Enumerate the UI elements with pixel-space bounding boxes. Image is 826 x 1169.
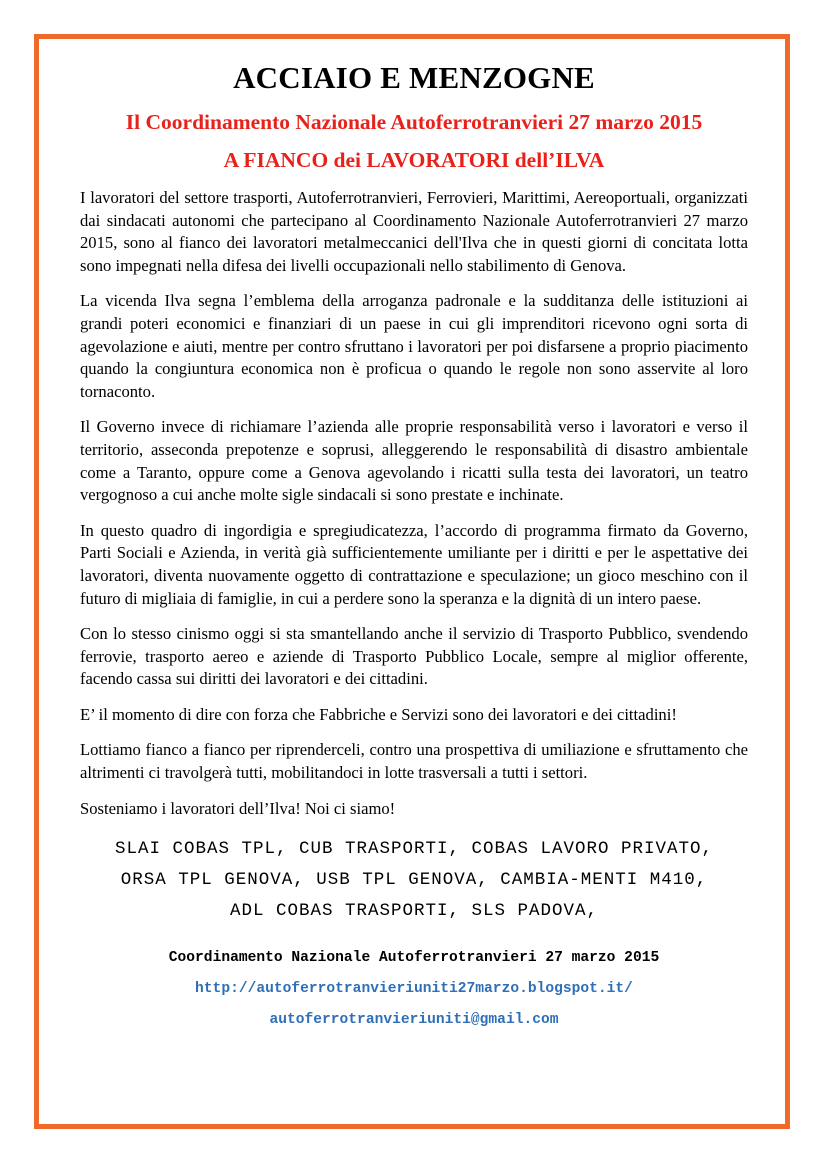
paragraph: Il Governo invece di richiamare l’azienda alle proprie responsabilità verso i lavoratori e verso il territorio, asseconda prepotenze e soprusi, alleggerendo le responsabilità di disastro ambientale come a Taranto, oppure come a Genova agevolando i ricatti sulla testa dei lavoratori, un teatro vergognoso a cui anche molte sigle sindacali si sono prestate e inchinate. xyxy=(80,417,748,505)
paragraph: I lavoratori del settore trasporti, Autoferrotranvieri, Ferrovieri, Marittimi, Aereoportuali, organizzati dai sindacati autonomi che partecipano al Coordinamento Nazionale Autoferrotranvieri 27 marzo 2015, sono al fianco dei lavoratori metalmeccanici dell'Ilva che in questi giorni di concitata lotta sono impegnati nella difesa dei livelli occupazionali nello stabilimento di Genova. xyxy=(80,188,748,275)
paragraph: In questo quadro di ingordigia e spregiudicatezza, l’accordo di programma firmato da Governo, Parti Sociali e Azienda, in verità già sufficientemente umiliante per i diritti e per le aspettative dei lavoratori, diventa nuovamente oggetto di contrattazione e speculazione; un gioco meschino con il futuro di migliaia di famiglie, in cui a perdere sono la speranza e la dignità di un intero paese. xyxy=(80,520,748,608)
union-line: ADL COBAS TRASPORTI, SLS PADOVA, xyxy=(229,901,599,922)
body-text xyxy=(80,187,748,820)
subtitle-ilva: A FIANCO dei LAVORATORI dell’ILVA xyxy=(223,148,605,172)
paragraph: E’ il momento di dire con forza che Fabbriche e Servizi sono dei lavoratori e dei cittadini! xyxy=(80,704,677,724)
subtitle-organization: Il Coordinamento Nazionale Autoferrotranvieri 27 marzo 2015 xyxy=(125,110,703,134)
document-title: ACCIAIO E MENZOGNE xyxy=(233,60,595,95)
paragraph: Con lo stesso cinismo oggi si sta smantellando anche il servizio di Trasporto Pubblico, svendendo ferrovie, trasporto aereo e aziende di Trasporto Pubblico Locale, sempre al miglior offerente, facendo cassa sui diritti dei lavoratori e dei cittadini. xyxy=(80,624,748,689)
union-line: SLAI COBAS TPL, CUB TRASPORTI, COBAS LAVORO PRIVATO, xyxy=(114,839,714,860)
email-link[interactable]: autoferrotranvieriuniti@gmail.com xyxy=(269,1012,559,1029)
website-link[interactable]: http://autoferrotranvieriuniti27marzo.blogspot.it/ xyxy=(195,981,633,998)
paragraph: La vicenda Ilva segna l’emblema della arroganza padronale e la sudditanza delle istituzioni ai grandi poteri economici e finanziari di un paese in cui gli imprenditori ricevono ogni sorta di agevolazione e aiuti, mentre per contro sfruttano i lavoratori per poi disfarsene a proprio piacimento quando la congiuntura economica non è proficua o quando le regole non sono asservite al loro tornaconto. xyxy=(80,291,748,401)
union-list xyxy=(80,834,748,927)
paragraph: Sosteniamo i lavoratori dell’Ilva! Noi ci siamo! xyxy=(80,798,396,818)
union-line: ORSA TPL GENOVA, USB TPL GENOVA, CAMBIA-MENTI M410, xyxy=(120,870,708,891)
signature-organization: Coordinamento Nazionale Autoferrotranvieri 27 marzo 2015 xyxy=(168,950,660,967)
document-content xyxy=(80,60,748,1036)
signature-block xyxy=(80,943,748,1036)
paragraph: Lottiamo fianco a fianco per riprenderceli, contro una prospettiva di umiliazione e sfruttamento che altrimenti ci travolgerà tutti, mobilitandoci in lotte trasversali a tutti i settori. xyxy=(80,740,748,783)
